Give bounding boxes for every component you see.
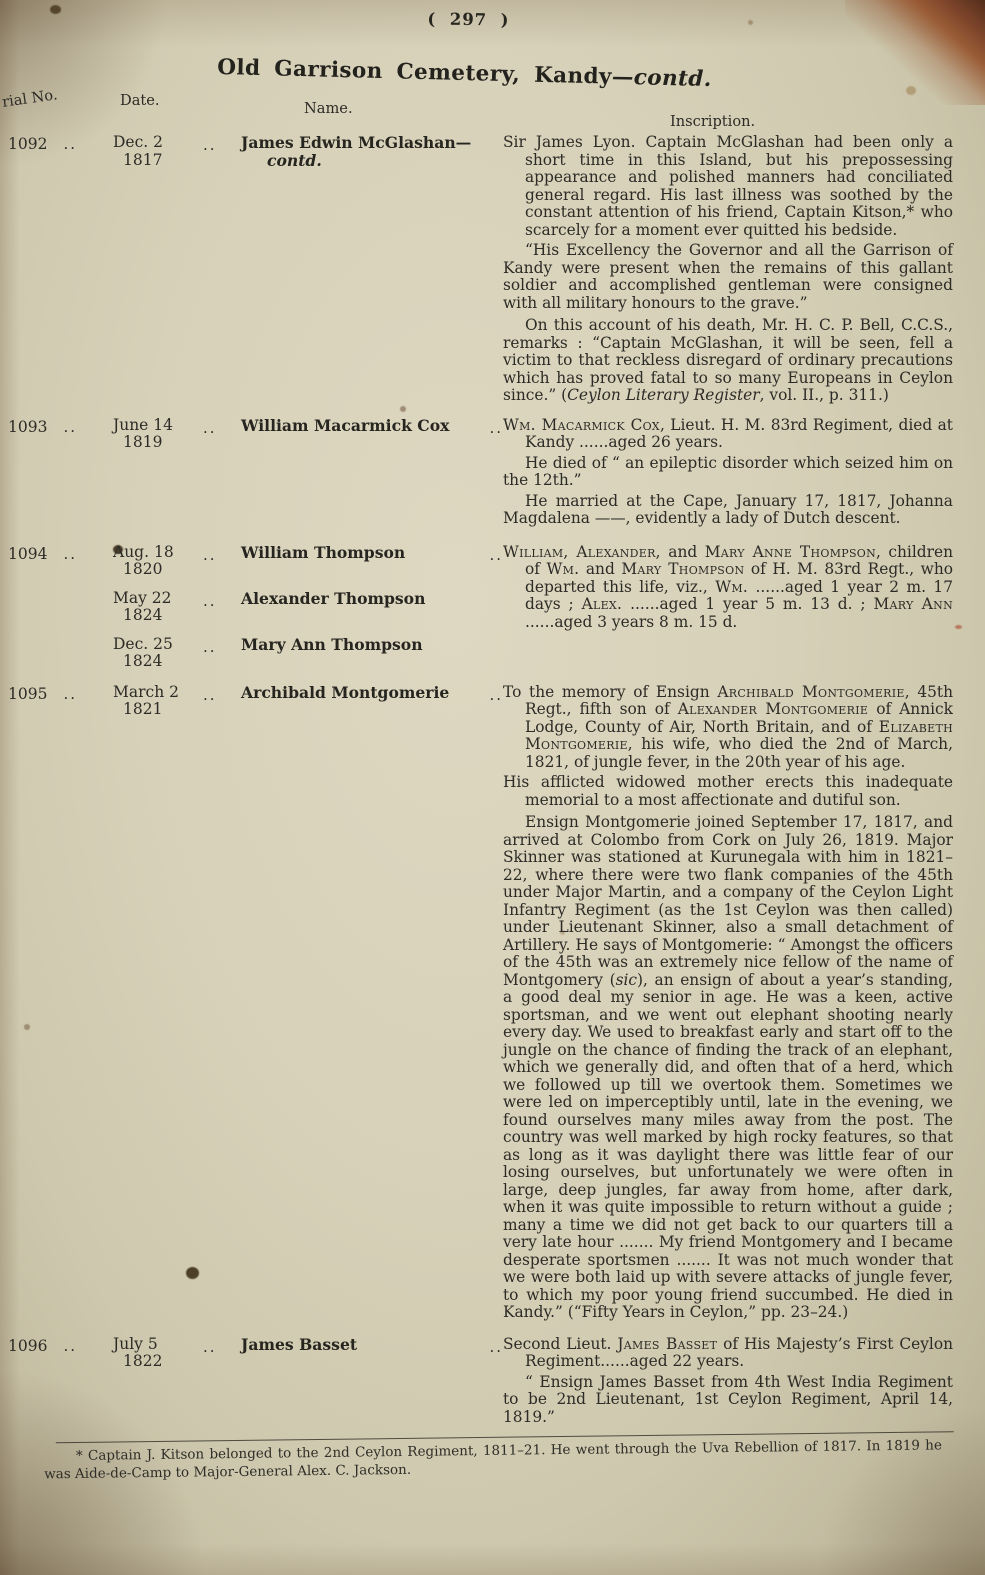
page-title-contd: —contd. <box>611 64 712 93</box>
inscription-paragraph: “ Ensign James Basset from 4th West India Regiment to be 2nd Lieutenant, 1st Ceylon Regiment, April 14, 1819.” <box>503 1372 953 1426</box>
date-separator-dots: .. <box>203 545 217 564</box>
inscription-paragraph: His afflicted widowed mother erects this inadequate memorial to a most affectionate and dutiful son. <box>503 773 953 809</box>
inscription-paragraph: On this account of his death, Mr. H. C. P. Bell, C.C.S., remarks : “Captain McGlashan, it will be seen, fell a victim to that reckless disregard of ordinary precautions which has proved fatal to so many Europeans in Ceylon since.” (Ceylon Literary Register, vol. II., p. 311.) <box>503 316 953 404</box>
cemetery-record-1095 <box>8 684 957 1325</box>
date-separator <box>203 544 241 564</box>
inscription-paragraph: William, Alexander, and Mary Anne Thompson, children of Wm. and Mary Thompson of H. M. 83rd Regt., who departed this life, viz., Wm. ......aged 1 year 2 m. 17 days ; Alex. ......aged 1 year 5 m. 13 d. ; Mary Ann ......aged 3 years 8 m. 15 d. <box>503 542 954 631</box>
name-separator <box>473 636 503 637</box>
page-number: ( 297 ) <box>427 9 510 30</box>
date-line: Aug. 18 <box>113 542 174 561</box>
name-separator-dots: .. <box>489 1337 503 1356</box>
serial-number: 1092 <box>8 135 48 153</box>
name-separator <box>473 590 503 591</box>
date-name-cell <box>103 544 503 671</box>
name-separator <box>473 417 503 437</box>
date-cell <box>103 134 203 169</box>
column-header-serial: rial No. <box>1 86 59 111</box>
name-cell <box>241 417 473 435</box>
date-cell <box>103 636 203 671</box>
page-title-main: Old Garrison Cemetery, Kandy <box>217 54 613 90</box>
date-name-cell <box>103 1336 503 1371</box>
date-cell <box>103 684 203 719</box>
date-line: March 2 <box>113 682 179 701</box>
date-separator <box>203 1336 241 1356</box>
cemetery-record-1096 <box>8 1336 957 1430</box>
inscription-paragraph: He died of “ an epileptic disorder which seized him on the 12th.” <box>503 453 953 489</box>
serial-number: 1093 <box>8 417 48 436</box>
name-cell <box>241 590 473 608</box>
date-separator <box>203 684 241 704</box>
footnote-text: * Captain J. Kitson belonged to the 2nd Ceylon Regiment, 1811–21. He went through the Uva Rebellion of 1817. In 1819 he was Aide-de-Camp to Major-General Alex. C. Jackson. <box>44 1437 942 1482</box>
cemetery-record-1094 <box>8 544 957 671</box>
footnote <box>8 1431 957 1484</box>
serial-cell <box>8 544 103 563</box>
date-cell <box>103 1336 203 1371</box>
record-subrow <box>103 544 503 579</box>
date-separator <box>203 636 241 656</box>
person-name: Alexander Thompson <box>241 588 426 608</box>
serial-cell <box>8 1336 103 1355</box>
serial-cell <box>8 684 103 703</box>
serial-separator-dots: .. <box>63 1336 77 1355</box>
column-header-name: Name. <box>304 100 353 117</box>
name-separator-dots: .. <box>489 418 503 437</box>
name-cell <box>241 134 473 169</box>
serial-number: 1096 <box>8 1336 48 1355</box>
name-separator-dots: .. <box>489 685 503 704</box>
person-name: William Macarmick Cox <box>241 415 450 435</box>
date-year: 1822 <box>123 1352 163 1370</box>
inscription-paragraph: Second Lieut. James Basset of His Majesty’s First Ceylon Regiment......aged 22 years. <box>503 1334 954 1370</box>
date-year: 1824 <box>123 606 163 624</box>
date-line: July 5 <box>113 1334 158 1353</box>
serial-separator-dots: .. <box>63 135 77 153</box>
serial-cell <box>8 417 103 436</box>
date-name-cell <box>103 684 503 719</box>
inscription-paragraph: “His Excellency the Governor and all the Garrison of Kandy were present when the remains of this gallant soldier and accomplished gentleman were consigned with all military honours to the grave.” <box>503 241 953 312</box>
date-year: 1821 <box>123 700 163 718</box>
date-year: 1819 <box>123 433 163 451</box>
name-cell <box>241 544 473 562</box>
cemetery-record-1093 <box>8 417 957 531</box>
date-name-cell <box>103 417 503 452</box>
date-separator <box>203 590 241 610</box>
column-header-date: Date. <box>120 92 160 109</box>
inscription-text <box>503 684 953 1325</box>
serial-separator-dots: .. <box>63 684 77 703</box>
column-header-inscription: Inscription. <box>670 113 756 130</box>
name-separator <box>473 684 503 704</box>
cemetery-record-1092 <box>8 134 957 408</box>
inscription-text <box>503 417 953 531</box>
name-separator <box>473 134 503 135</box>
record-subrow <box>103 636 503 671</box>
inscription-paragraph: Ensign Montgomerie joined September 17, 1817, and arrived at Colombo from Cork on July 26, 1819. Major Skinner was stationed at Kurunegala with him in 1821–22, where there were two flank companies of the 45th under Major Martin, and a company of the Ceylon Light Infantry Regiment (as the 1st Ceylon was then called) under Lieutenant Skinner, also a small detachment of Artillery. He says of Montgomerie: “ Amongst the officers of the 45th was an extremely nice fellow of the name of Montgomery (sic), an ensign of about a year’s standing, a good deal my senior in age. He was a keen, active sportsman, and we went out elephant shooting nearly every day. We used to breakfast early and start off to the jungle on the chance of finding the track of an elephant, which we generally did, and often that of a herd, which we followed up till we overtook them. Sometimes we were led on imperceptibly until, late in the evening, we found ourselves many miles away from the post. The country was well marked by high rocky features, so that as long as it was daylight there was little fear of our losing ourselves, but unfortunately we were often in large, deep jungles, far away from home, after dark, when it was quite impossible to return without a guide ; many a time we did not get back to our quarters till a very late hour ....... My friend Montgomery and I became desperate sportsmen ....... It was not much wonder that we were both laid up with severe attacks of jungle fever, to which my poor young friend succumbed. He died in Kandy.” (“Fifty Years in Ceylon,” pp. 23–24.) <box>503 813 953 1321</box>
name-cell <box>241 684 473 702</box>
inscription-paragraph: To the memory of Ensign Archibald Montgomerie, 45th Regt., fifth son of Alexander Montgomerie of Annick Lodge, County of Air, North Britain, and of Elizabeth Montgomerie, his wife, who died the 2nd of March, 1821, of jungle fever, in the 20th year of his age. <box>503 682 954 771</box>
date-separator <box>203 417 241 437</box>
person-name: James Edwin McGlashan— <box>241 133 472 152</box>
person-name-contd: contd. <box>267 150 322 170</box>
name-separator <box>473 544 503 564</box>
serial-number: 1095 <box>8 684 48 703</box>
date-separator-dots: .. <box>203 1337 217 1356</box>
inscription-paragraph: Sir James Lyon. Captain McGlashan had been only a short time in this Island, but his prepossessing appearance and polished manners had conciliated general regard. His last illness was soothed by the constant attention of his friend, Captain Kitson,* who scarcely for a moment ever quitted his bedside. <box>503 133 953 239</box>
name-separator <box>473 1336 503 1356</box>
date-separator-dots: .. <box>203 418 217 437</box>
date-line: Dec. 2 <box>113 133 163 151</box>
person-name: James Basset <box>241 1334 358 1354</box>
date-cell <box>103 544 203 579</box>
person-name: William Thompson <box>241 542 406 562</box>
serial-separator-dots: .. <box>63 544 77 563</box>
name-cell <box>241 1336 473 1354</box>
name-separator-dots: .. <box>489 545 503 564</box>
serial-cell <box>8 134 103 153</box>
column-headers <box>1 86 957 134</box>
date-line: May 22 <box>113 588 172 607</box>
record-subrow <box>103 134 503 169</box>
date-separator-dots: .. <box>203 685 217 704</box>
record-subrow <box>103 417 503 452</box>
date-line: Dec. 25 <box>113 634 173 653</box>
record-subrow <box>103 590 503 625</box>
page-content <box>1 9 957 1575</box>
inscription-text <box>503 134 953 408</box>
person-name: Mary Ann Thompson <box>241 634 423 654</box>
date-separator <box>203 134 241 154</box>
date-year: 1820 <box>123 560 163 578</box>
inscription-paragraph: He married at the Cape, January 17, 1817, Johanna Magdalena ——, evidently a lady of Dutch descent. <box>503 491 953 527</box>
inscription-text <box>503 1336 953 1430</box>
inscription-text <box>503 544 953 635</box>
date-separator-dots: .. <box>203 136 217 154</box>
date-name-cell <box>103 134 503 169</box>
date-cell <box>103 417 203 452</box>
date-year: 1817 <box>123 150 163 169</box>
person-name: Archibald Montgomerie <box>241 682 450 702</box>
date-separator-dots: .. <box>203 591 217 610</box>
date-cell <box>103 590 203 625</box>
record-subrow <box>103 684 503 719</box>
date-line: June 14 <box>113 415 174 434</box>
inscription-paragraph: Wm. Macarmick Cox, Lieut. H. M. 83rd Regiment, died at Kandy ......aged 26 years. <box>503 415 953 451</box>
name-cell <box>241 636 473 654</box>
record-subrow <box>103 1336 503 1371</box>
serial-number: 1094 <box>8 544 48 563</box>
date-separator-dots: .. <box>203 637 217 656</box>
date-year: 1824 <box>123 652 163 670</box>
serial-separator-dots: .. <box>63 417 77 436</box>
